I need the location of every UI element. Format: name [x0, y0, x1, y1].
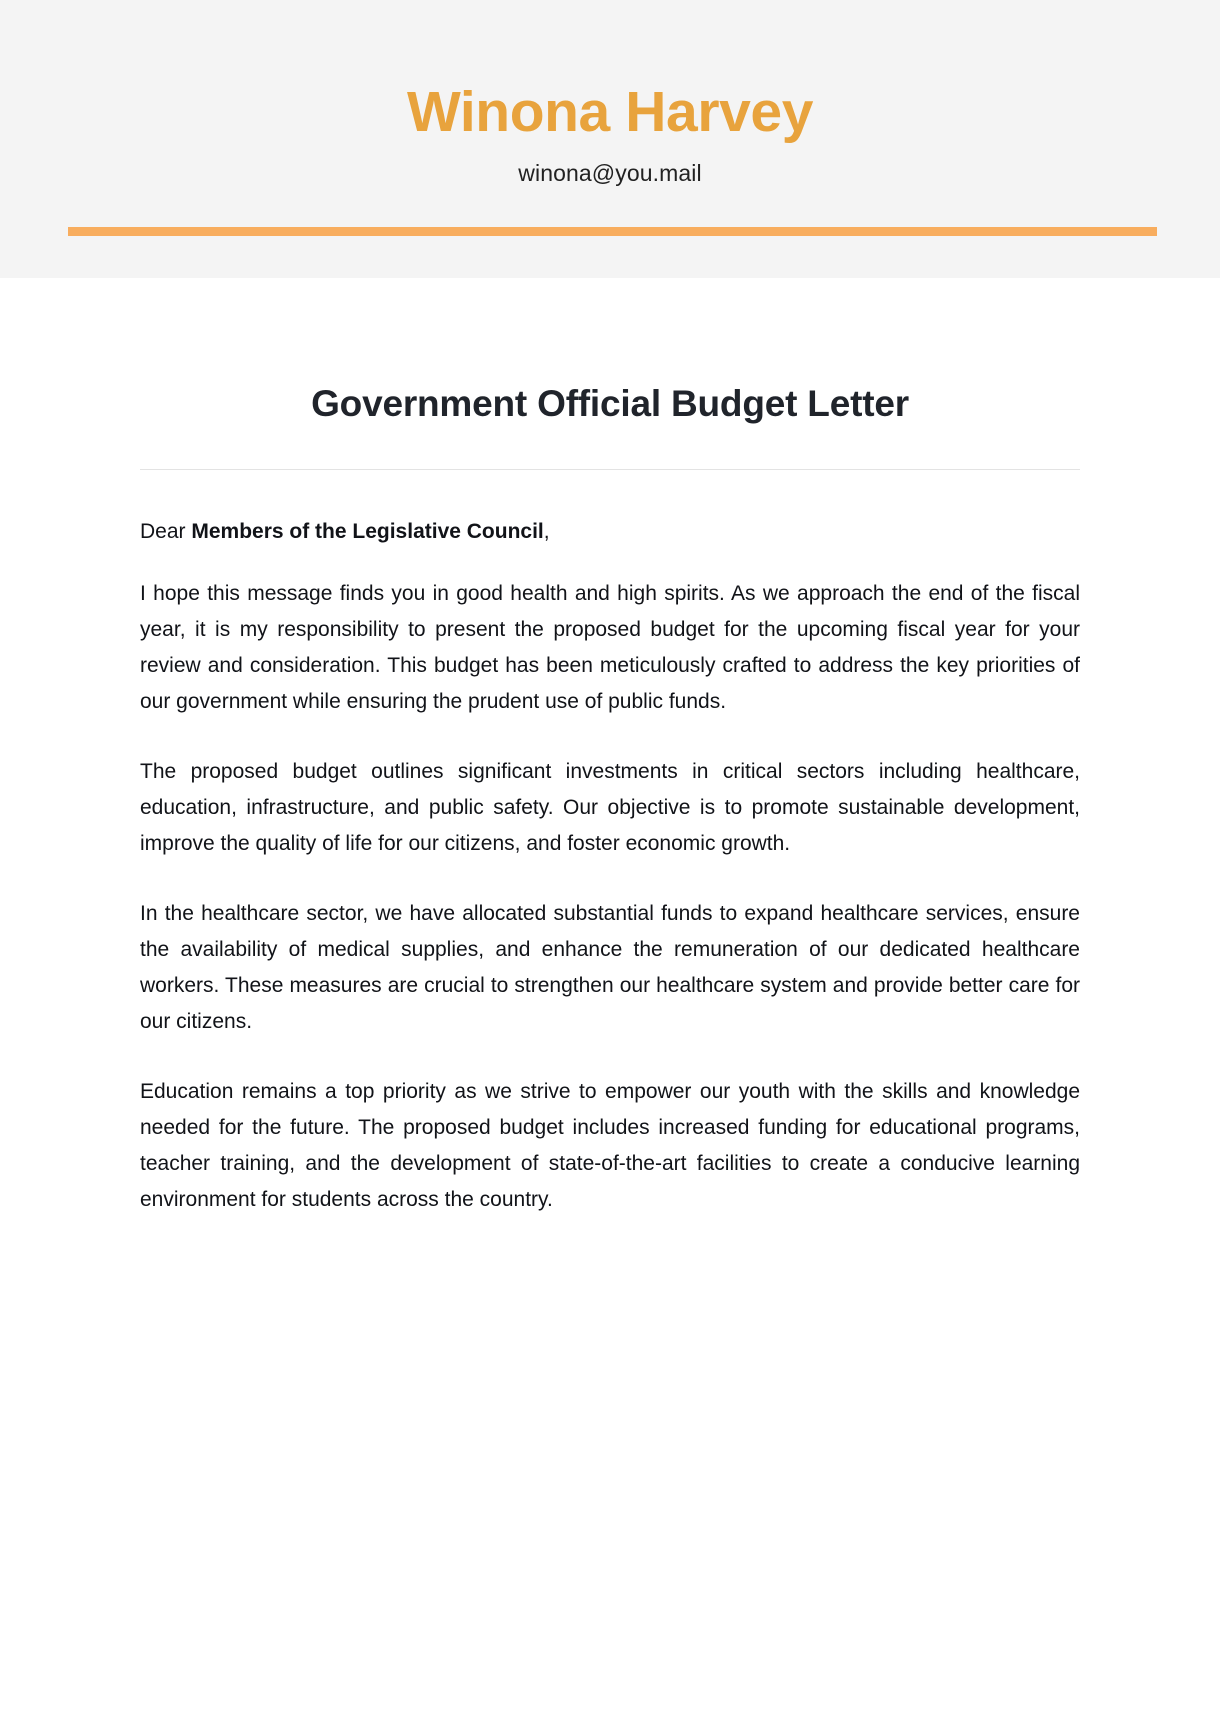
letter-body [0, 278, 1220, 1218]
sender-email: winona@you.mail [518, 160, 702, 186]
salutation-greeting: Dear [140, 520, 192, 543]
letter-paragraph: In the healthcare sector, we have allocated substantial funds to expand healthcare services, ensure the availability of medical supplies, and enhance the remuneration of our dedicated healthcare workers. These measures are crucial to strengthen our healthcare system and provide better care for our citizens. [140, 902, 1080, 1033]
salutation-punctuation: , [543, 520, 550, 543]
letter-paragraphs [140, 548, 1080, 1218]
letter-content-column [140, 278, 1080, 1218]
letterhead-banner [0, 0, 1220, 278]
letterhead-accent-rule [68, 227, 1157, 236]
letter-paragraph: Education remains a top priority as we strive to empower our youth with the skills and knowledge needed for the future. The proposed budget includes increased funding for educational programs, teacher training, and the development of state-of-the-art facilities to create a conducive learning environment for students across the country. [140, 1080, 1080, 1211]
salutation-recipient: Members of the Legislative Council [191, 520, 544, 543]
letter-paragraph: I hope this message finds you in good health and high spirits. As we approach the end of the fiscal year, it is my responsibility to present the proposed budget for the upcoming fiscal year for your review and consideration. This budget has been meticulously crafted to address the key priorities of our government while ensuring the prudent use of public funds. [140, 582, 1080, 713]
letter-paragraph: The proposed budget outlines significant investments in critical sectors including healthcare, education, infrastructure, and public safety. Our objective is to promote sustainable development, improve the quality of life for our citizens, and foster economic growth. [140, 760, 1080, 855]
letterhead-content [0, 0, 1220, 188]
sender-name: Winona Harvey [406, 80, 814, 144]
salutation-line [140, 470, 1080, 548]
page-title: Government Official Budget Letter [311, 383, 909, 424]
